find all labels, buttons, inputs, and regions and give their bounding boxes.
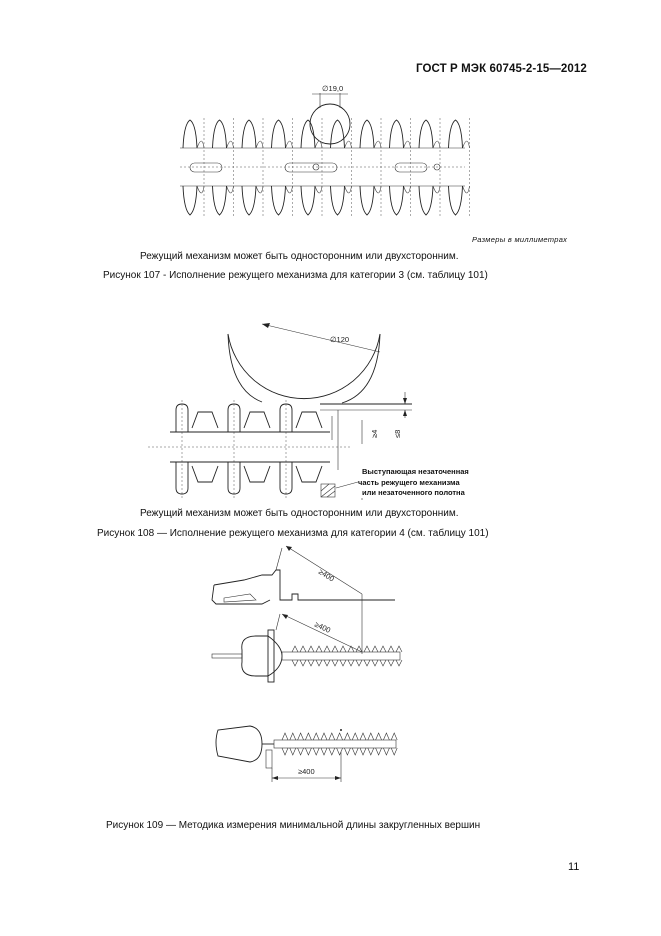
svg-text:≥400: ≥400 (298, 767, 315, 776)
svg-text:≤8: ≤8 (393, 429, 402, 438)
fig108-caption: Рисунок 108 — Исполнение режущего механизма для категории 4 (см. таблицу 101) (97, 528, 489, 539)
fig108-note: Режущий механизм может быть односторонним или двухсторонним. (140, 508, 459, 519)
svg-text:≥400: ≥400 (313, 619, 333, 635)
callout-line-2: часть режущего механизма (358, 478, 460, 487)
fig109-caption: Рисунок 109 — Методика измерения минимальной длины закругленных вершин (106, 820, 481, 831)
svg-text:≥400: ≥400 (316, 567, 336, 584)
dimension-diameter-120: ∅120 (330, 335, 350, 344)
dimension-diameter-19: ∅19,0 (322, 84, 344, 93)
callout-line-3: или незаточенного полотна (362, 488, 465, 497)
callout-line-1: Выступающая незаточенная (362, 467, 469, 476)
units-note: Размеры в миллиметрах (472, 235, 568, 244)
document-header: ГОСТ Р МЭК 60745-2-15—2012 (416, 63, 587, 75)
page-number: 11 (568, 861, 580, 873)
fig107-note: Режущий механизм может быть односторонним или двухсторонним. (140, 251, 459, 262)
fig107-caption: Рисунок 107 - Исполнение режущего механизма для категории 3 (см. таблицу 101) (103, 270, 488, 281)
svg-text:≥4: ≥4 (370, 429, 379, 438)
